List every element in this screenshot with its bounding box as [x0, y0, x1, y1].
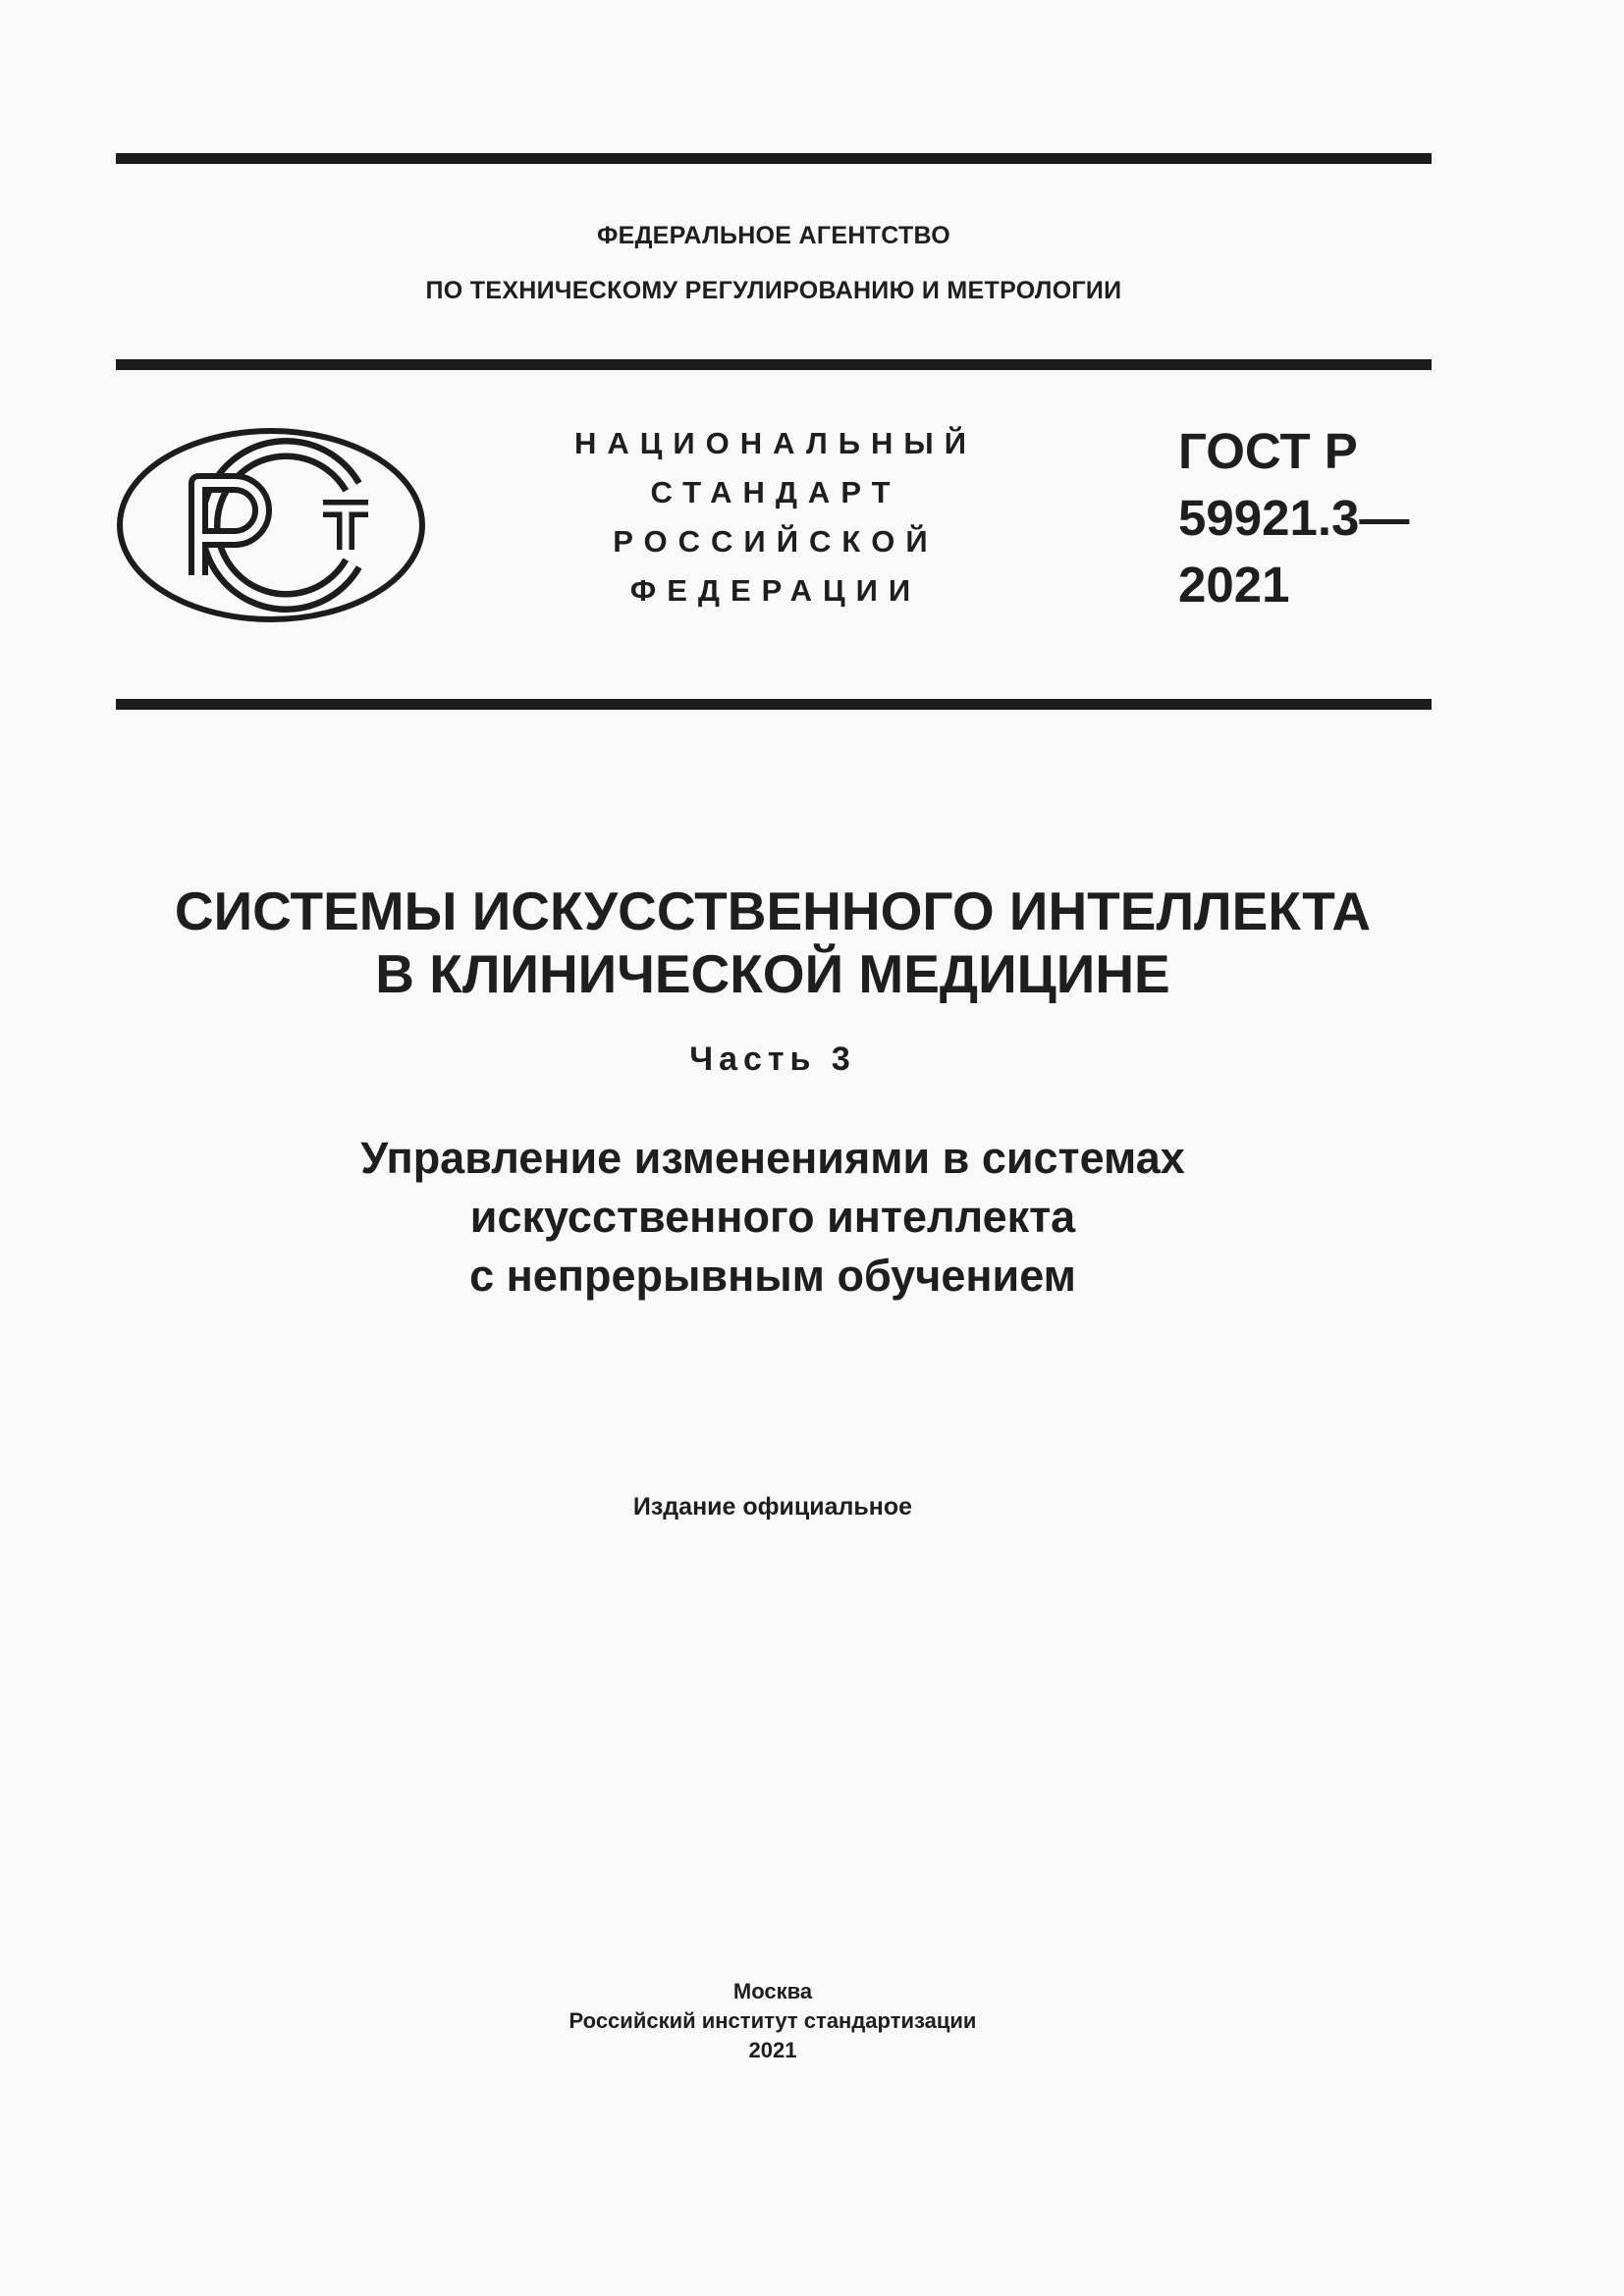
rst-logo-icon [115, 426, 427, 624]
national-standard-line-4: ФЕДЕРАЦИИ [629, 573, 922, 608]
agency-name-line-2: ПО ТЕХНИЧЕСКОМУ РЕГУЛИРОВАНИЮ И МЕТРОЛОГИИ [425, 277, 1122, 304]
document-title-line-2: В КЛИНИЧЕСКОЙ МЕДИЦИНЕ [375, 943, 1170, 1004]
edition-label: Издание официальное [632, 1493, 913, 1521]
national-standard-line-2: СТАНДАРТ [650, 475, 901, 509]
top-rule [116, 153, 1432, 164]
imprint-year: 2021 [748, 2038, 797, 2062]
document-subtitle-line-3: с непрерывным обучением [469, 1251, 1076, 1301]
agency-name-line-1: ФЕДЕРАЛЬНОЕ АГЕНТСТВО [596, 222, 951, 249]
standard-designation [1178, 418, 1409, 618]
part-number: Часть 3 [689, 1041, 856, 1078]
designation-line-1: ГОСТ Р [1178, 423, 1358, 479]
imprint-publisher: Российский институт стандартизации [568, 2008, 977, 2033]
designation-line-3: 2021 [1178, 557, 1290, 613]
document-subtitle-line-2: искусственного интеллекта [469, 1192, 1076, 1242]
bottom-header-rule [116, 699, 1432, 710]
designation-line-2: 59921.3— [1178, 490, 1410, 546]
national-standard-line-3: РОССИЙСКОЙ [613, 524, 939, 559]
document-subtitle-line-1: Управление изменениями в системах [360, 1133, 1185, 1183]
national-standard-line-1: НАЦИОНАЛЬНЫЙ [573, 426, 978, 460]
imprint-city: Москва [732, 1979, 813, 2003]
document-title-line-1: СИСТЕМЫ ИСКУССТВЕННОГО ИНТЕЛЛЕКТА [174, 881, 1372, 941]
header-rule [116, 359, 1432, 370]
